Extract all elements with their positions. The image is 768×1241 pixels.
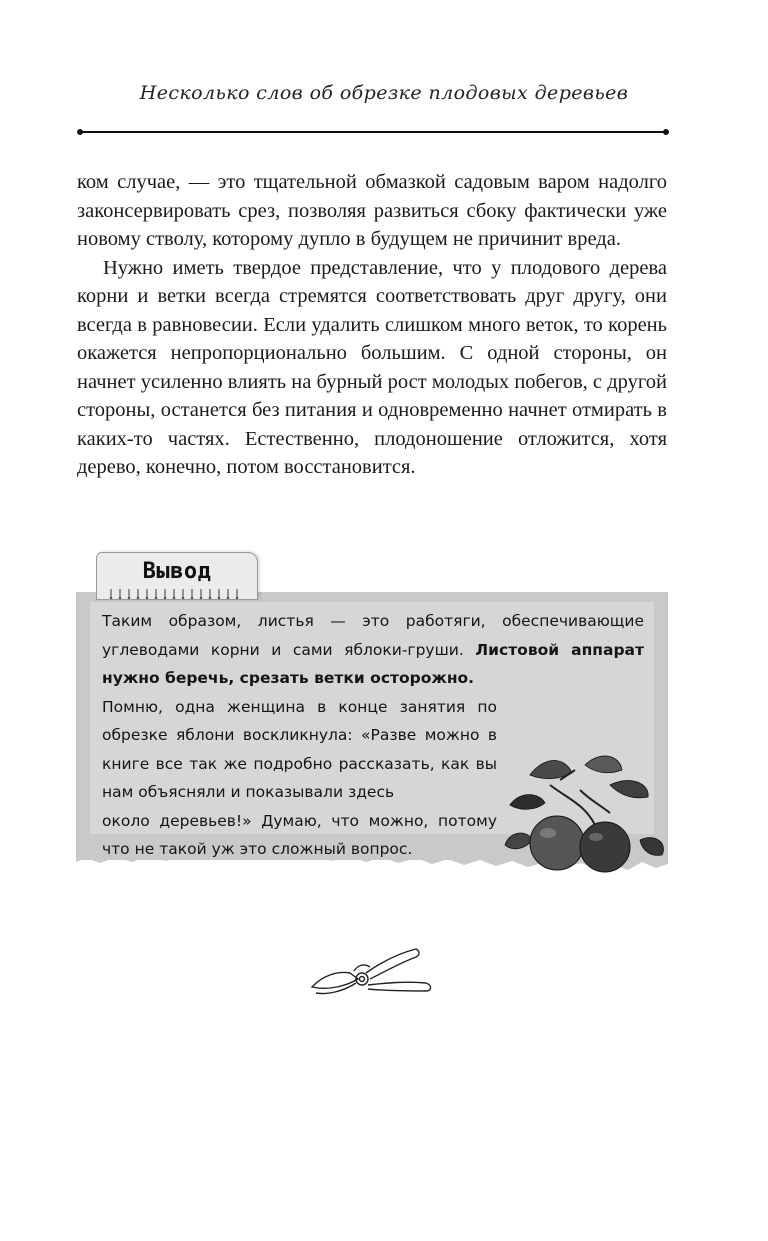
running-title: Несколько слов об обрезке плодовых деревьев <box>139 82 629 104</box>
paragraph: ком случае, — это тщательной обмазкой садовым варом надолго законсервировать срез, позволяя развиться сбоку фактически уже новому стволу, которому дупло в будущем не причинит вреда. <box>77 171 667 250</box>
main-text <box>77 168 667 482</box>
conclusion-tab <box>96 552 258 600</box>
conclusion-paragraph-1 <box>102 607 644 693</box>
header-divider <box>80 131 666 133</box>
conclusion-tab-label: Вывод <box>142 559 212 584</box>
spiral-binding-icon <box>107 587 247 599</box>
conclusion-text-line: что не такой уж это сложный вопрос. <box>102 840 413 858</box>
conclusion-text-bold: Листовой аппарат нужно беречь, срезать ветки осторожно. <box>102 640 644 687</box>
conclusion-text-regular: Помню, одна женщина в конце занятия по обрезке яблони воскликнула: «Разве можно в книге все так же подробно рассказать, как вы нам объясняли и показывали здесь <box>102 697 497 801</box>
pruning-shears-icon <box>308 945 438 1003</box>
paragraph: Нужно иметь твердое представление, что у плодового дерева корни и ветки всегда стремятся соответствовать друг другу, они всегда в равновесии. Если удалить слишком много веток, то корень окажется непропорционально большим. С одной стороны, он начнет усиленно влиять на бурный рост молодых побегов, с другой стороны, останется без питания и одновременно начнет отмирать в каких-то частях. Естественно, плодоношение отложится, хотя дерево, конечно, потом восстановится. <box>77 256 667 478</box>
apple-branch-icon <box>490 745 670 890</box>
conclusion-text-line: около деревьев!» Думаю, что можно, потому <box>102 811 497 830</box>
conclusion-text-regular: Таким образом, листья — это работяги, обеспечивающие углеводами корни и сами яблоки-груши. <box>102 612 644 659</box>
